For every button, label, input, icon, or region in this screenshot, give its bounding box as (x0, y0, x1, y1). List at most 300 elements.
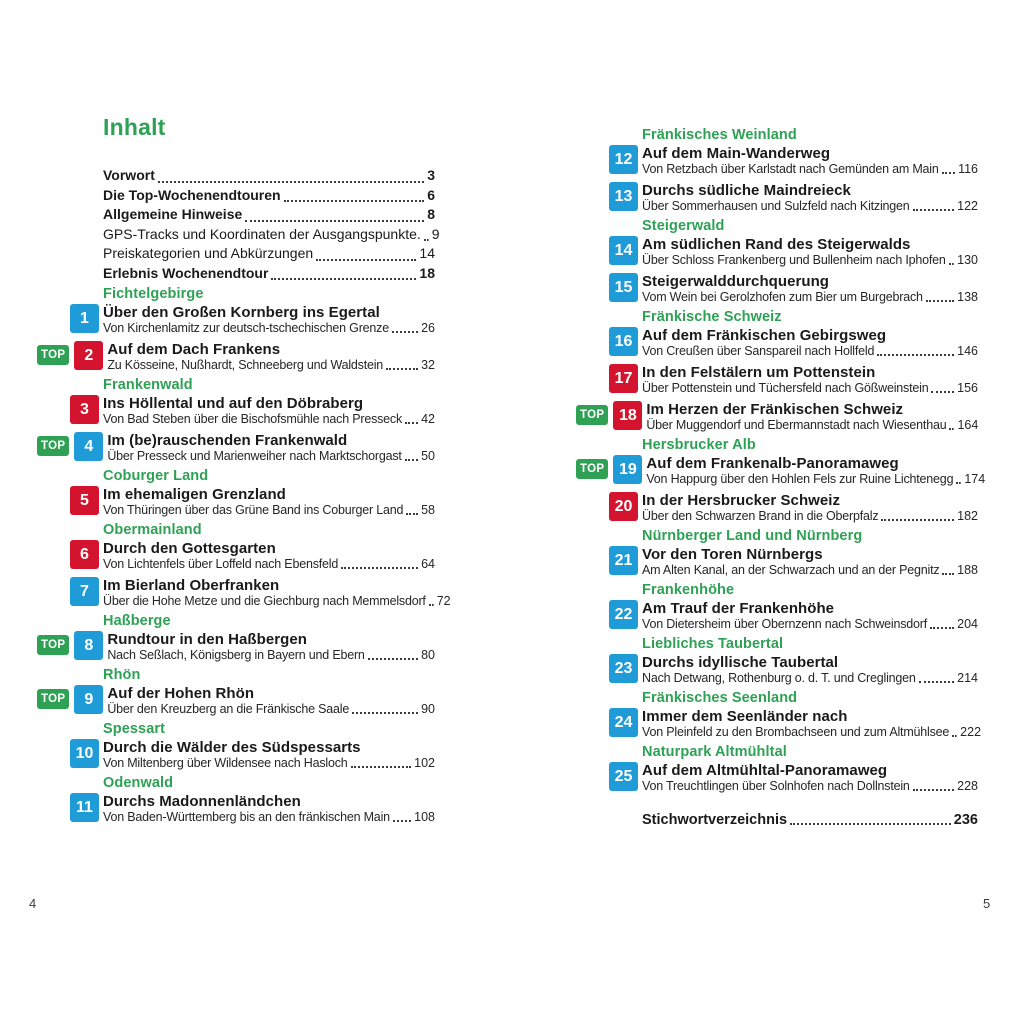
tour-entry (37, 304, 435, 336)
tour-entry (37, 685, 435, 717)
page-reference: 9 (431, 225, 440, 242)
tour-text (103, 739, 435, 771)
tour-subtitle-row (642, 779, 978, 794)
toc-section (576, 529, 978, 578)
front-matter-label: Allgemeine Hinweise (103, 206, 243, 222)
tour-text (642, 762, 978, 794)
tour-page-reference: 58 (421, 503, 435, 517)
tour-subtitle: Nach Seßlach, Königsberg in Bayern und Ebern (107, 648, 365, 662)
toc-section (37, 378, 435, 464)
tour-text (642, 236, 978, 268)
tour-badge-gutter (37, 486, 103, 518)
tour-number-badge: 10 (70, 739, 99, 768)
tour-entry (37, 793, 435, 825)
tour-entry (576, 455, 986, 487)
front-matter-row (103, 244, 435, 264)
toc-section (37, 469, 435, 518)
dotted-leader (942, 172, 955, 174)
dotted-leader (352, 712, 418, 714)
tour-subtitle-row (107, 358, 435, 373)
region-tour-list (37, 395, 435, 464)
region-header: Frankenhöhe (642, 582, 735, 598)
tour-badge-gutter (576, 364, 642, 396)
region-tour-list (576, 654, 978, 686)
tour-entry (576, 236, 978, 268)
tour-number-badge: 18 (613, 401, 642, 430)
tour-entry (576, 492, 978, 524)
region-header: Coburger Land (103, 468, 209, 484)
dotted-leader (952, 735, 957, 737)
tour-badge-gutter (576, 401, 646, 433)
tour-entry (576, 145, 978, 177)
region-tour-list (576, 327, 978, 433)
tour-title: Durchs Madonnenländchen (103, 793, 301, 810)
tour-number-badge: 9 (74, 685, 103, 714)
region-header: Fränkisches Seenland (642, 690, 798, 706)
region-tour-list (37, 304, 435, 373)
tour-number-badge: 13 (609, 182, 638, 211)
tour-title: Durchs südliche Maindreieck (642, 182, 851, 199)
tour-text (107, 685, 435, 717)
region-header: Frankenwald (103, 377, 193, 393)
tour-text (103, 486, 435, 518)
tour-badge-gutter (37, 341, 107, 373)
tour-page-reference: 146 (957, 344, 978, 358)
tour-badge-gutter (576, 600, 642, 632)
tour-badge-gutter (37, 304, 103, 336)
tour-title: Immer dem Seenländer nach (642, 708, 848, 725)
tour-title: Am südlichen Rand des Steigerwalds (642, 236, 911, 253)
tour-entry (576, 708, 982, 740)
tour-entry (576, 762, 978, 794)
tour-text (642, 327, 978, 359)
tour-page-reference: 108 (414, 810, 435, 824)
tour-number-badge: 11 (70, 793, 99, 822)
tour-badge-gutter (576, 492, 642, 524)
front-matter-row (103, 186, 435, 206)
tour-title: Steigerwalddurchquerung (642, 273, 830, 290)
front-matter-row (103, 166, 435, 186)
tour-entry (576, 273, 978, 305)
tour-text (646, 401, 978, 433)
region-tour-list (37, 486, 435, 518)
region-tour-list (37, 631, 435, 663)
tour-subtitle: Von Creußen über Sanspareil nach Hollfeld (642, 344, 875, 358)
tour-entry (37, 341, 435, 373)
tour-subtitle: Über die Hohe Metze und die Giechburg nach Memmelsdorf (103, 594, 426, 608)
tour-title: In der Hersbrucker Schweiz (642, 492, 841, 509)
dotted-leader (316, 259, 416, 261)
front-matter-row (103, 225, 440, 245)
region-header: Fränkisches Weinland (642, 127, 797, 143)
dotted-leader (386, 368, 418, 370)
tour-text (103, 395, 435, 427)
dotted-leader (881, 519, 954, 521)
front-matter-label: GPS-Tracks und Koordinaten der Ausgangspunkte. (103, 225, 421, 242)
tour-page-reference: 72 (436, 594, 451, 608)
tour-badge-gutter (37, 432, 107, 464)
toc-section (37, 776, 435, 825)
tour-subtitle-row (642, 344, 978, 359)
tour-entry (37, 631, 435, 663)
top-badge: TOP (37, 635, 69, 655)
dotted-leader (877, 354, 954, 356)
front-matter-label: Vorwort (103, 167, 155, 183)
tour-title: Ins Höllental und auf den Döbraberg (103, 395, 364, 412)
tour-entry (576, 364, 978, 396)
tour-title: Im Bierland Oberfranken (103, 577, 280, 594)
tour-subtitle: Über den Kreuzberg an die Fränkische Saale (107, 702, 350, 716)
front-matter-label: Die Top-Wochenendtouren (103, 186, 281, 203)
tour-subtitle-row (642, 253, 978, 268)
folio-right: 5 (983, 896, 991, 911)
tour-subtitle-row (103, 810, 435, 825)
tour-subtitle: Zu Kösseine, Nußhardt, Schneeberg und Waldstein (107, 358, 384, 372)
dotted-leader (949, 263, 954, 265)
tour-subtitle-row (642, 563, 978, 578)
tour-badge-gutter (576, 762, 642, 794)
tour-text (103, 540, 435, 572)
dotted-leader (351, 766, 412, 768)
tour-text (642, 600, 978, 632)
toc-section (37, 522, 451, 609)
tour-badge-gutter (37, 577, 103, 609)
tour-entry (37, 432, 435, 464)
tour-badge-gutter (576, 708, 642, 740)
top-badge: TOP (37, 689, 69, 709)
tour-badge-gutter (576, 236, 642, 268)
region-tour-list (576, 762, 978, 794)
tour-subtitle: Am Alten Kanal, an der Schwarzach und an der Pegnitz (642, 563, 940, 577)
tour-page-reference: 182 (957, 509, 978, 523)
tour-text (642, 273, 978, 305)
dotted-leader (930, 627, 954, 629)
tour-title: Im Herzen der Fränkischen Schweiz (646, 401, 904, 418)
top-badge: TOP (576, 405, 608, 425)
tour-subtitle-row (642, 381, 978, 396)
tour-page-reference: 156 (957, 381, 978, 395)
region-header: Haßberge (103, 613, 171, 629)
tour-page-reference: 32 (421, 358, 435, 372)
region-header: Hersbrucker Alb (642, 437, 756, 453)
tour-number-badge: 15 (609, 273, 638, 302)
tour-subtitle: Von Dietersheim über Obernzenn nach Schweinsdorf (642, 617, 928, 631)
page-reference: 14 (419, 245, 435, 261)
toc-section (576, 583, 978, 632)
tour-page-reference: 64 (421, 557, 435, 571)
tour-number-badge: 4 (74, 432, 103, 461)
tour-subtitle-row (107, 702, 435, 717)
tour-subtitle-row (642, 509, 978, 524)
region-tour-list (37, 793, 435, 825)
region-header: Liebliches Taubertal (642, 636, 784, 652)
right-section-list (576, 127, 986, 794)
tour-subtitle: Von Retzbach über Karlstadt nach Gemünden am Main (642, 162, 939, 176)
dotted-leader (368, 658, 418, 660)
tour-subtitle: Über Schloss Frankenberg und Bullenheim nach Iphofen (642, 253, 946, 267)
region-header: Rhön (103, 667, 141, 683)
tour-subtitle: Von Kirchenlamitz zur deutsch-tschechischen Grenze (103, 321, 389, 335)
toc-section (576, 637, 978, 686)
tour-subtitle: Über den Schwarzen Brand in die Oberpfalz (642, 509, 879, 523)
tour-subtitle-row (642, 671, 978, 686)
dotted-leader (949, 428, 954, 430)
tour-text (103, 304, 435, 336)
top-badge: TOP (576, 459, 608, 479)
index-entry-label: Stichwortverzeichnis (642, 812, 788, 828)
tour-subtitle: Über Muggendorf und Ebermannstadt nach Wiesenthau (646, 418, 947, 432)
tour-subtitle-row (642, 290, 978, 305)
tour-badge-gutter (37, 739, 103, 771)
dotted-leader (284, 200, 425, 202)
tour-number-badge: 23 (609, 654, 638, 683)
dotted-leader (913, 789, 954, 791)
tour-title: Auf dem Main-Wanderweg (642, 145, 831, 162)
dotted-leader (158, 181, 424, 183)
tour-page-reference: 50 (421, 449, 435, 463)
tour-badge-gutter (37, 540, 103, 572)
tour-subtitle: Von Happurg über den Hohlen Fels zur Ruine Lichtenegg (646, 472, 954, 486)
tour-number-badge: 12 (609, 145, 638, 174)
dotted-leader (931, 391, 954, 393)
tour-subtitle-row (107, 449, 435, 464)
tour-subtitle-row (642, 199, 978, 214)
toc-section (576, 690, 982, 740)
front-matter-label: Preiskategorien und Abkürzungen (103, 245, 314, 261)
region-header: Odenwald (103, 775, 174, 791)
tour-badge-gutter (576, 182, 642, 214)
tour-subtitle-row (642, 162, 978, 177)
front-matter-label: Erlebnis Wochenendtour (103, 264, 269, 281)
toc-section (576, 437, 986, 524)
toc-right-column (576, 126, 986, 828)
toc-section (576, 745, 978, 794)
tour-title: Vor den Toren Nürnbergs (642, 546, 823, 563)
tour-title: In den Felstälern um Pottenstein (642, 364, 876, 381)
tour-text (642, 708, 982, 740)
tour-subtitle-row (646, 472, 986, 487)
toc-section (37, 668, 435, 717)
tour-number-badge: 20 (609, 492, 638, 521)
dotted-leader (271, 278, 416, 280)
top-badge: TOP (37, 436, 69, 456)
tour-badge-gutter (576, 654, 642, 686)
tour-subtitle: Von Treuchtlingen über Solnhofen nach Dollnstein (642, 779, 910, 793)
dotted-leader (926, 300, 954, 302)
tour-subtitle-row (642, 725, 982, 740)
tour-title: Am Trauf der Frankenhöhe (642, 600, 835, 617)
tour-subtitle-row (107, 648, 435, 663)
tour-subtitle-row (103, 321, 435, 336)
dotted-leader (393, 820, 411, 822)
tour-entry (37, 739, 435, 771)
tour-text (642, 654, 978, 686)
tour-subtitle-row (103, 412, 435, 427)
tour-title: Rundtour in den Haßbergen (107, 631, 307, 648)
tour-subtitle: Von Pleinfeld zu den Brombachseen und zum Altmühlsee (642, 725, 950, 739)
tour-page-reference: 80 (421, 648, 435, 662)
toc-left-column (37, 114, 451, 830)
tour-title: Durchs idyllische Taubertal (642, 654, 839, 671)
region-tour-list (37, 685, 435, 717)
tour-text (107, 341, 435, 373)
tour-number-badge: 14 (609, 236, 638, 265)
tour-number-badge: 5 (70, 486, 99, 515)
front-matter-row (103, 205, 435, 225)
region-tour-list (576, 145, 978, 214)
tour-subtitle-row (103, 503, 435, 518)
tour-number-badge: 7 (70, 577, 99, 606)
tour-text (103, 577, 451, 609)
dotted-leader (424, 239, 429, 241)
toc-section (576, 128, 978, 214)
tour-title: Auf dem Dach Frankens (107, 341, 281, 358)
tour-number-badge: 1 (70, 304, 99, 333)
tour-title: Durch den Gottesgarten (103, 540, 276, 557)
tour-badge-gutter (576, 546, 642, 578)
tour-page-reference: 116 (958, 162, 978, 176)
tour-number-badge: 16 (609, 327, 638, 356)
region-tour-list (576, 600, 978, 632)
page-reference: 8 (427, 206, 435, 222)
dotted-leader (956, 482, 961, 484)
tour-number-badge: 22 (609, 600, 638, 629)
tour-subtitle-row (103, 756, 435, 771)
dotted-leader (406, 513, 418, 515)
tour-title: Über den Großen Kornberg ins Egertal (103, 304, 380, 321)
region-header: Nürnberger Land und Nürnberg (642, 528, 863, 544)
tour-badge-gutter (576, 145, 642, 177)
tour-subtitle: Über Pottenstein und Tüchersfeld nach Gößweinstein (642, 381, 929, 395)
tour-subtitle: Von Thüringen über das Grüne Band ins Coburger Land (103, 503, 404, 517)
tour-page-reference: 138 (957, 290, 978, 304)
tour-subtitle: Von Lichtenfels über Loffeld nach Ebensfeld (103, 557, 339, 571)
tour-subtitle-row (103, 594, 451, 609)
tour-page-reference: 164 (957, 418, 979, 432)
tour-entry (576, 182, 978, 214)
tour-number-badge: 8 (74, 631, 103, 660)
region-header: Obermainland (103, 522, 202, 538)
dotted-leader (341, 567, 418, 569)
tour-text (107, 631, 435, 663)
dotted-leader (913, 209, 955, 211)
tour-title: Auf dem Fränkischen Gebirgsweg (642, 327, 887, 344)
region-tour-list (576, 236, 978, 305)
page-reference: 18 (419, 264, 435, 281)
tour-entry (37, 540, 435, 572)
toc-section (576, 310, 978, 433)
toc-section (37, 287, 435, 373)
toc-section (576, 219, 978, 305)
tour-badge-gutter (37, 793, 103, 825)
tour-entry (37, 486, 435, 518)
tour-entry (576, 401, 978, 433)
region-tour-list (576, 708, 982, 740)
front-matter-list (103, 166, 440, 283)
tour-page-reference: 130 (957, 253, 978, 267)
left-section-list (37, 286, 451, 825)
region-tour-list (576, 455, 986, 524)
tour-subtitle: Über Presseck und Marienweiher nach Marktschorgast (107, 449, 402, 463)
tour-subtitle: Vom Wein bei Gerolzhofen zum Bier um Burgebrach (642, 290, 923, 304)
tour-badge-gutter (37, 685, 107, 717)
tour-page-reference: 26 (421, 321, 435, 335)
tour-text (642, 492, 978, 524)
tour-entry (576, 546, 978, 578)
region-tour-list (37, 540, 451, 609)
tour-page-reference: 222 (960, 725, 982, 739)
tour-text (642, 145, 978, 177)
tour-entry (576, 327, 978, 359)
dotted-leader (919, 681, 954, 683)
tour-badge-gutter (576, 327, 642, 359)
tour-number-badge: 21 (609, 546, 638, 575)
region-tour-list (576, 546, 978, 578)
tour-page-reference: 188 (957, 563, 978, 577)
region-header: Fichtelgebirge (103, 286, 204, 302)
tour-title: Durch die Wälder des Südspessarts (103, 739, 361, 756)
tour-subtitle-row (642, 617, 978, 632)
tour-subtitle: Von Bad Steben über die Bischofsmühle nach Presseck (103, 412, 403, 426)
toc-section (37, 722, 435, 771)
dotted-leader (429, 604, 434, 606)
tour-subtitle: Nach Detwang, Rothenburg o. d. T. und Creglingen (642, 671, 916, 685)
tour-entry (37, 577, 451, 609)
folio-left: 4 (29, 896, 37, 911)
tour-entry (576, 654, 978, 686)
dotted-leader (405, 459, 418, 461)
region-header: Steigerwald (642, 218, 725, 234)
top-badge: TOP (37, 345, 69, 365)
page-title: Inhalt (103, 114, 166, 140)
tour-subtitle: Über Sommerhausen und Sulzfeld nach Kitzingen (642, 199, 910, 213)
tour-subtitle: Von Miltenberg über Wildensee nach Hasloch (103, 756, 348, 770)
tour-text (642, 546, 978, 578)
tour-subtitle-row (646, 418, 978, 433)
tour-number-badge: 3 (70, 395, 99, 424)
tour-text (642, 364, 978, 396)
tour-number-badge: 17 (609, 364, 638, 393)
tour-page-reference: 122 (957, 199, 978, 213)
tour-page-reference: 42 (421, 412, 435, 426)
tour-badge-gutter (576, 273, 642, 305)
tour-badge-gutter (576, 455, 646, 487)
tour-text (646, 455, 986, 487)
dotted-leader (790, 823, 951, 825)
tour-page-reference: 174 (964, 472, 986, 486)
tour-entry (37, 395, 435, 427)
tour-text (107, 432, 435, 464)
tour-subtitle: Von Baden-Württemberg bis an den fränkischen Main (103, 810, 390, 824)
tour-title: Im ehemaligen Grenzland (103, 486, 286, 503)
tour-number-badge: 19 (613, 455, 642, 484)
front-matter-row (103, 264, 435, 284)
tour-number-badge: 6 (70, 540, 99, 569)
page-reference: 6 (427, 186, 435, 203)
tour-page-reference: 228 (957, 779, 978, 793)
tour-title: Auf dem Frankenalb-Panoramaweg (646, 455, 899, 472)
tour-number-badge: 24 (609, 708, 638, 737)
region-tour-list (37, 739, 435, 771)
tour-entry (576, 600, 978, 632)
region-header: Naturpark Altmühltal (642, 744, 787, 760)
region-header: Spessart (103, 721, 166, 737)
tour-number-badge: 25 (609, 762, 638, 791)
region-header: Fränkische Schweiz (642, 309, 782, 325)
page-reference: 3 (427, 167, 435, 183)
dotted-leader (245, 220, 424, 222)
tour-page-reference: 214 (957, 671, 978, 685)
